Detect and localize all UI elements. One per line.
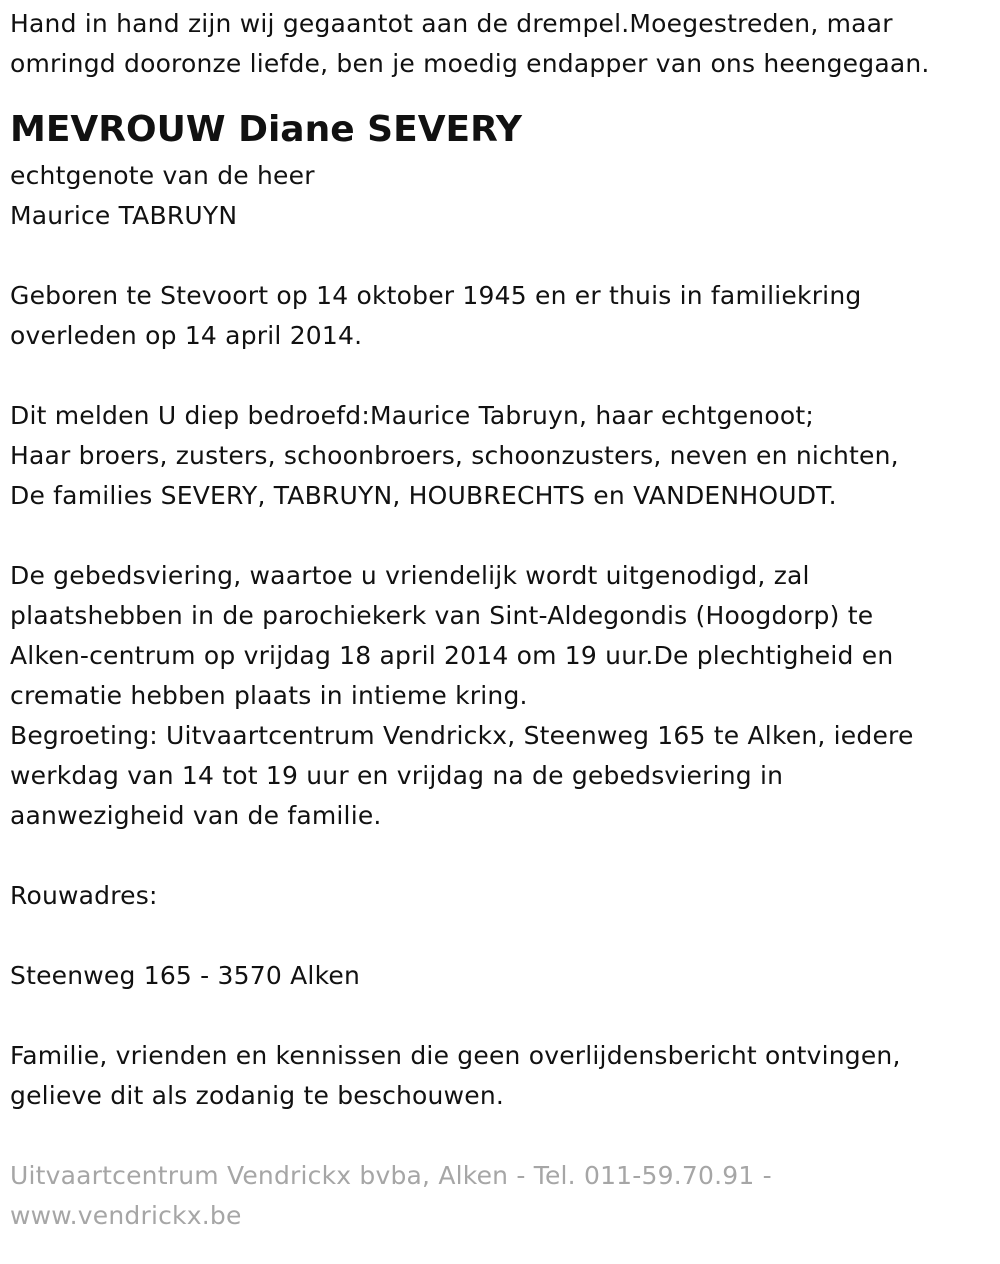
announcement-line-2: Haar broers, zusters, schoonbroers, schoonzusters, neven en nichten,: [10, 441, 899, 470]
service-line-3: Alken-centrum op vrijdag 18 april 2014 om 19 uur.De plechtigheid en: [10, 641, 894, 670]
funeral-home-footer: [10, 1156, 990, 1236]
footer-line-1: Uitvaartcentrum Vendrickx bvba, Alken - Tel. 011-59.70.91 -: [10, 1161, 772, 1190]
service-line-6: werkdag van 14 tot 19 uur en vrijdag na de gebedsviering in: [10, 761, 784, 790]
notice-line-1: Familie, vrienden en kennissen die geen overlijdensbericht ontvingen,: [10, 1041, 901, 1070]
service-details: [10, 556, 990, 836]
spacer: [10, 996, 990, 1036]
spacer: [10, 356, 990, 396]
birth-death-line-2: overleden op 14 april 2014.: [10, 321, 363, 350]
spacer: [10, 516, 990, 556]
service-line-2: plaatshebben in de parochiekerk van Sint-Aldegondis (Hoogdorp) te: [10, 601, 874, 630]
address-label: Rouwadres:: [10, 881, 158, 910]
address-value: Steenweg 165 - 3570 Alken: [10, 961, 360, 990]
relation: [10, 156, 990, 236]
verse-line-1: Hand in hand zijn wij gegaantot aan de drempel.Moegestreden, maar: [10, 9, 893, 38]
spacer: [10, 236, 990, 276]
relation-line-2: Maurice TABRUYN: [10, 201, 238, 230]
announcement: [10, 396, 990, 516]
notice-line-2: gelieve dit als zodanig te beschouwen.: [10, 1081, 505, 1110]
notice: [10, 1036, 990, 1116]
birth-death-line-1: Geboren te Stevoort op 14 oktober 1945 en er thuis in familiekring: [10, 281, 862, 310]
spacer: [10, 916, 990, 956]
birth-death: [10, 276, 990, 356]
spacer: [10, 836, 990, 876]
deceased-name: MEVROUW Diane SEVERY: [10, 109, 522, 150]
footer-website-link[interactable]: www.vendrickx.be: [10, 1201, 242, 1230]
relation-line-1: echtgenote van de heer: [10, 161, 315, 190]
verse: [10, 4, 990, 84]
spacer: [10, 1116, 990, 1156]
announcement-line-1: Dit melden U diep bedroefd:Maurice Tabruyn, haar echtgenoot;: [10, 401, 814, 430]
verse-line-2: omringd dooronze liefde, ben je moedig endapper van ons heengegaan.: [10, 49, 930, 78]
announcement-line-3: De families SEVERY, TABRUYN, HOUBRECHTS en VANDENHOUDT.: [10, 481, 837, 510]
service-line-1: De gebedsviering, waartoe u vriendelijk wordt uitgenodigd, zal: [10, 561, 810, 590]
service-line-5: Begroeting: Uitvaartcentrum Vendrickx, Steenweg 165 te Alken, iedere: [10, 721, 914, 750]
service-line-4: crematie hebben plaats in intieme kring.: [10, 681, 528, 710]
service-line-7: aanwezigheid van de familie.: [10, 801, 382, 830]
